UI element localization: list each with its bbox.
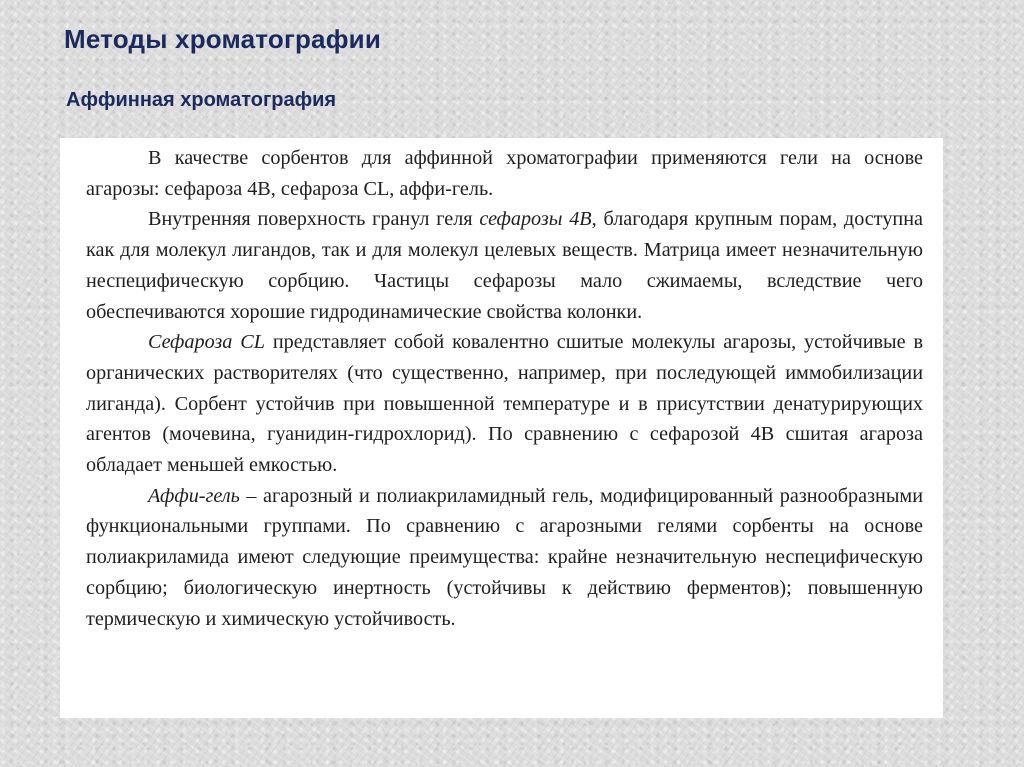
text-panel xyxy=(60,138,943,718)
paragraph-text: В качестве сорбентов для аффинной хроматографии применяются гели на основе агарозы: сефароза 4В, сефароза CL, аффи-гель. xyxy=(86,147,923,200)
paragraph-term: Аффи-гель xyxy=(148,484,240,507)
paragraph-term: Сефароза CL xyxy=(148,331,265,354)
paragraph-text: – агарозный и полиакриламидный гель, модифицированный разнообразными функциональными группами. По сравнению с агарозными гелями сорбенты на основе полиакриламида имеют следующие преимущества: крайне незначительную неспецифическую сорбцию; биологическую инертность (устойчивы к действию ферментов); повышенную термическую и химическую устойчивость. xyxy=(86,484,923,630)
paragraph-sepharose-4b xyxy=(86,204,923,327)
paragraph-term: сефарозы 4В xyxy=(479,208,592,231)
paragraph-sorbents xyxy=(86,143,923,204)
paragraph-text-before: Внутренняя поверхность гранул геля xyxy=(148,208,480,231)
paragraph-affi-gel xyxy=(86,481,923,635)
slide-subtitle: Аффинная хроматография xyxy=(66,89,337,111)
slide-title: Методы хроматографии xyxy=(64,24,382,54)
paragraph-text: , благодаря крупным порам, доступна как для молекул лигандов, так и для молекул целевых веществ. Матрица имеет незначительную неспецифическую сорбцию. Частицы сефарозы мало сжимаемы, вследствие чего обеспечиваются хорошие гидродинамические свойства колонки. xyxy=(86,208,923,323)
paragraph-text: представляет собой ковалентно сшитые молекулы агарозы, устойчивые в органических растворителях (что существенно, например, при последующей иммобилизации лиганда). Сорбент устойчив при повышенной температуре и в присутствии денатурирующих агентов (мочевина, гуанидин-гидрохлорид). По сравнению с сефарозой 4В сшитая агароза обладает меньшей емкостью. xyxy=(86,331,923,477)
paragraph-sepharose-cl xyxy=(86,327,923,481)
